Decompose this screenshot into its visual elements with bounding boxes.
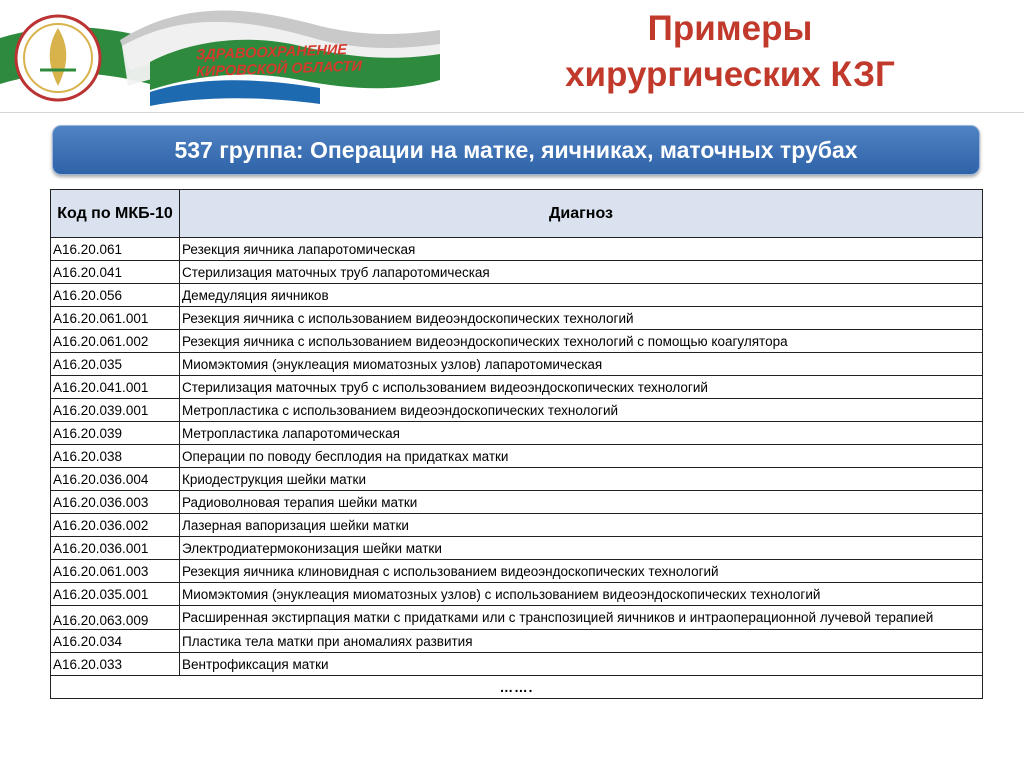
cell-diagnosis: Криодеструкция шейки матки	[180, 468, 983, 491]
cell-code: A16.20.036.004	[51, 468, 180, 491]
cell-diagnosis: Резекция яичника с использованием видеоэндоскопических технологий с помощью коагулятора	[180, 330, 983, 353]
table-ellipsis-row	[51, 676, 983, 699]
title-line-2: хирургических КЗГ	[565, 55, 895, 94]
cell-code: A16.20.056	[51, 284, 180, 307]
logo-line-2: КИРОВСКОЙ ОБЛАСТИ	[196, 58, 362, 81]
cell-diagnosis: Вентрофиксация матки	[180, 653, 983, 676]
table-row	[51, 238, 983, 261]
table-row	[51, 330, 983, 353]
table-row	[51, 606, 983, 630]
table-row	[51, 560, 983, 583]
group-title: 537 группа: Операции на матке, яичниках, маточных трубах	[174, 136, 858, 163]
header-divider	[0, 112, 1024, 113]
ellipsis: …….	[51, 676, 983, 699]
cell-diagnosis: Демедуляция яичников	[180, 284, 983, 307]
cell-diagnosis: Метропластика с использованием видеоэндоскопических технологий	[180, 399, 983, 422]
cell-diagnosis: Расширенная экстирпация матки с придатками или с транспозицией яичников и интраоперационной лучевой терапией	[180, 606, 983, 630]
cell-diagnosis: Стерилизация маточных труб с использованием видеоэндоскопических технологий	[180, 376, 983, 399]
cell-code: A16.20.036.003	[51, 491, 180, 514]
table-row	[51, 399, 983, 422]
cell-code: A16.20.033	[51, 653, 180, 676]
cell-diagnosis: Электродиатермоконизация шейки матки	[180, 537, 983, 560]
cell-code: A16.20.061.001	[51, 307, 180, 330]
cell-diagnosis: Резекция яичника клиновидная с использованием видеоэндоскопических технологий	[180, 560, 983, 583]
cell-code: A16.20.035	[51, 353, 180, 376]
logo-text	[196, 41, 386, 82]
cell-diagnosis: Пластика тела матки при аномалиях развития	[180, 630, 983, 653]
cell-diagnosis: Лазерная вапоризация шейки матки	[180, 514, 983, 537]
cell-code: A16.20.041.001	[51, 376, 180, 399]
cell-diagnosis: Резекция яичника с использованием видеоэндоскопических технологий	[180, 307, 983, 330]
title-line-1: Примеры	[647, 9, 813, 48]
cell-diagnosis: Радиоволновая терапия шейки матки	[180, 491, 983, 514]
table-row	[51, 284, 983, 307]
cell-diagnosis: Метропластика лапаротомическая	[180, 422, 983, 445]
table-row	[51, 422, 983, 445]
cell-code: A16.20.061.003	[51, 560, 180, 583]
kzg-table	[50, 189, 983, 699]
cell-code: A16.20.039	[51, 422, 180, 445]
table-row	[51, 353, 983, 376]
cell-diagnosis: Стерилизация маточных труб лапаротомическая	[180, 261, 983, 284]
table-row	[51, 583, 983, 606]
table-header-row	[51, 190, 983, 238]
cell-code: A16.20.061	[51, 238, 180, 261]
cell-code: A16.20.041	[51, 261, 180, 284]
table-row	[51, 514, 983, 537]
table-row	[51, 653, 983, 676]
table-row	[51, 491, 983, 514]
cell-code: A16.20.034	[51, 630, 180, 653]
table-row	[51, 468, 983, 491]
cell-code: A16.20.038	[51, 445, 180, 468]
table-row	[51, 537, 983, 560]
cell-diagnosis: Миомэктомия (энуклеация миоматозных узлов) с использованием видеоэндоскопических технологий	[180, 583, 983, 606]
table-row	[51, 261, 983, 284]
cell-code: A16.20.036.002	[51, 514, 180, 537]
table-row	[51, 307, 983, 330]
cell-code: A16.20.061.002	[51, 330, 180, 353]
table-row	[51, 630, 983, 653]
logo-line-1: ЗДРАВООХРАНЕНИЕ	[196, 42, 347, 64]
cell-diagnosis: Резекция яичника лапаротомическая	[180, 238, 983, 261]
cell-code: A16.20.063.009	[51, 606, 180, 630]
table-row	[51, 445, 983, 468]
group-title-bar	[52, 125, 980, 175]
logo-banner	[0, 0, 460, 110]
cell-code: A16.20.036.001	[51, 537, 180, 560]
header-diagnosis: Диагноз	[180, 190, 983, 238]
header-code: Код по МКБ-10	[51, 190, 180, 238]
cell-diagnosis: Операции по поводу бесплодия на придатках матки	[180, 445, 983, 468]
page-title	[520, 6, 940, 98]
table-row	[51, 376, 983, 399]
cell-diagnosis: Миомэктомия (энуклеация миоматозных узлов) лапаротомическая	[180, 353, 983, 376]
cell-code: A16.20.035.001	[51, 583, 180, 606]
cell-code: A16.20.039.001	[51, 399, 180, 422]
